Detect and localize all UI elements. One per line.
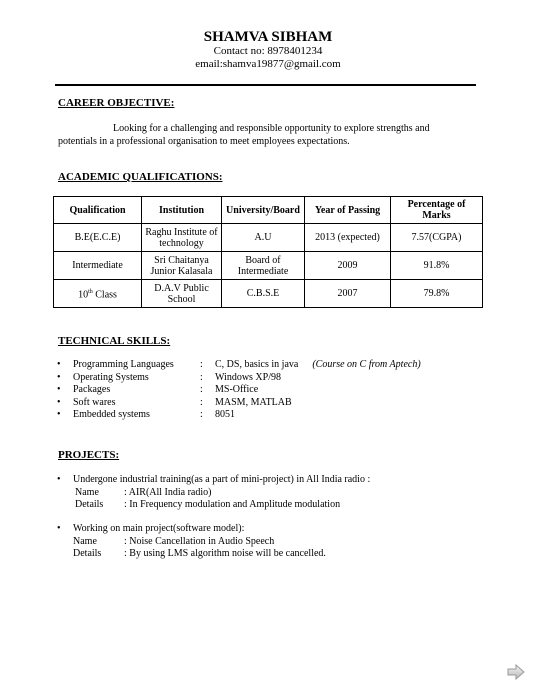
table-row (54, 224, 483, 252)
bullet-icon: • (57, 396, 61, 408)
skill-colon: : (200, 396, 203, 408)
bullet-icon: • (57, 371, 61, 383)
project-title: Undergone industrial training(as a part of mini-project) in All India radio : (73, 474, 371, 485)
academic-heading: ACADEMIC QUALIFICATIONS: (58, 171, 223, 183)
project-title: Working on main project(software model): (73, 523, 245, 534)
board-cell: A.U (222, 224, 305, 252)
bullet-icon: • (57, 474, 61, 485)
technical-skills-heading: TECHNICAL SKILLS: (58, 335, 171, 347)
project-name-value: : Noise Cancellation in Audio Speech (124, 535, 275, 547)
skill-value: MS-Office (215, 384, 259, 395)
year-cell: 2007 (305, 280, 391, 308)
project-name-label: Name (75, 486, 99, 498)
column-header: Year of Passing (305, 197, 391, 224)
institution-cell: Raghu Institute of technology (142, 224, 222, 252)
skill-value: MASM, MATLAB (215, 396, 292, 408)
skill-label: Embedded systems (73, 409, 150, 420)
skill-colon: : (200, 409, 203, 420)
resume-name: SHAMVA SIBHAM (203, 29, 333, 45)
board-cell: C.B.S.E (222, 280, 305, 308)
column-header: Institution (142, 197, 222, 224)
bullet-icon: • (57, 523, 61, 534)
career-objective-line2: potentials in a professional organisation to meet employees expectations. (58, 136, 350, 147)
project-details-label: Details (75, 499, 104, 510)
bullet-icon: • (57, 359, 61, 370)
project-details-value: : By using LMS algorithm noise will be cancelled. (124, 548, 326, 559)
contact-number: Contact no: 8978401234 (213, 45, 323, 57)
career-objective-heading: CAREER OBJECTIVE: (58, 97, 175, 109)
project-details-label: Details (73, 548, 102, 559)
contact-block (0, 45, 536, 71)
skill-colon: : (200, 359, 203, 370)
table-row (54, 252, 483, 280)
career-objective-line1: Looking for a challenging and responsible opportunity to explore strengths and (113, 123, 430, 134)
year-cell: 2009 (305, 252, 391, 280)
skill-label: Soft wares (73, 396, 116, 408)
skill-label: Programming Languages (73, 359, 174, 370)
marks-cell: 79.8% (391, 280, 483, 308)
bullet-icon: • (57, 409, 61, 420)
table-row (54, 280, 483, 308)
project-details-value: : In Frequency modulation and Amplitude modulation (124, 499, 341, 510)
bullet-icon: • (57, 384, 61, 395)
arrow-right-icon[interactable] (507, 664, 525, 680)
institution-cell: D.A.V Public School (142, 280, 222, 308)
skill-value (215, 359, 421, 372)
column-header: University/Board (222, 197, 305, 224)
column-header: Qualification (54, 197, 142, 224)
qualification-cell: Intermediate (54, 252, 142, 280)
academic-table (53, 196, 483, 308)
column-header: Percentage of Marks (391, 197, 483, 224)
skill-colon: : (200, 371, 203, 383)
projects-heading: PROJECTS: (58, 449, 120, 461)
qualification-cell (54, 280, 142, 308)
skill-value: Windows XP/98 (215, 371, 281, 383)
institution-cell: Sri Chaitanya Junior Kalasala (142, 252, 222, 280)
year-cell: 2013 (expected) (305, 224, 391, 252)
skill-note: (Course on C from Aptech) (312, 359, 421, 370)
skill-label: Packages (73, 384, 111, 395)
qualification-main: 10 (78, 289, 89, 301)
table-header-row (54, 197, 483, 224)
header-divider (55, 84, 476, 86)
qualification-superscript: th (88, 288, 93, 295)
project-name-label: Name (73, 535, 97, 547)
email-address: email:shamva19877@gmail.com (195, 58, 341, 70)
qualification-tail: Class (92, 289, 117, 301)
marks-cell: 7.57(CGPA) (391, 224, 483, 252)
skill-label: Operating Systems (73, 371, 149, 383)
skill-value-text: C, DS, basics in java (215, 359, 299, 370)
qualification-cell: B.E(E.C.E) (54, 224, 142, 252)
marks-cell: 91.8% (391, 252, 483, 280)
skill-value: 8051 (215, 409, 235, 420)
board-cell: Board of Intermediate (222, 252, 305, 280)
skill-colon: : (200, 384, 203, 395)
project-name-value: : AIR(All India radio) (124, 486, 212, 498)
